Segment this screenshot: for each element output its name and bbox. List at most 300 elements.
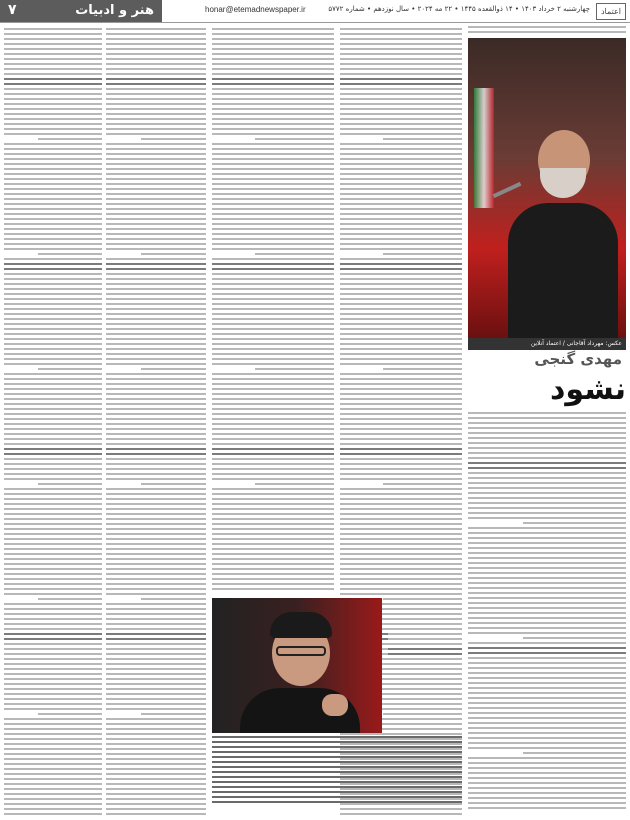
text-line xyxy=(212,751,462,753)
text-line xyxy=(4,813,102,815)
text-line xyxy=(468,457,626,459)
text-line xyxy=(212,756,462,758)
text-line xyxy=(4,798,102,800)
text-line xyxy=(468,26,626,28)
text-line xyxy=(340,63,462,65)
text-line xyxy=(212,786,462,788)
text-line xyxy=(106,58,206,60)
text-line xyxy=(4,68,102,70)
text-line xyxy=(340,478,462,480)
text-line xyxy=(340,473,462,475)
text-line xyxy=(106,693,206,695)
column-5 xyxy=(4,28,102,816)
interview-photo-top xyxy=(468,38,626,338)
text-line xyxy=(4,128,102,130)
text-line xyxy=(106,258,206,260)
text-line xyxy=(340,388,462,390)
person-hand xyxy=(322,694,348,716)
text-line xyxy=(212,443,334,445)
text-line xyxy=(141,368,206,370)
text-line xyxy=(106,168,206,170)
text-line xyxy=(212,168,334,170)
text-line xyxy=(212,781,462,783)
text-line xyxy=(468,467,626,469)
text-line xyxy=(4,523,102,525)
text-line xyxy=(340,358,462,360)
text-line xyxy=(4,728,102,730)
text-line xyxy=(212,383,334,385)
text-line xyxy=(106,78,206,80)
text-line xyxy=(106,453,206,455)
text-line xyxy=(106,143,206,145)
text-line xyxy=(4,578,102,580)
section-banner xyxy=(0,0,162,22)
text-line xyxy=(468,497,626,499)
newspaper-logo: اعتماد xyxy=(596,3,626,20)
text-line xyxy=(38,138,102,140)
text-line xyxy=(106,708,206,710)
text-line xyxy=(4,238,102,240)
text-line xyxy=(4,613,102,615)
text-line xyxy=(414,708,462,710)
text-line xyxy=(468,747,626,749)
text-line xyxy=(212,463,334,465)
text-line xyxy=(468,532,626,534)
text-line xyxy=(340,88,462,90)
text-line xyxy=(4,198,102,200)
text-line xyxy=(212,538,334,540)
text-line xyxy=(106,573,206,575)
text-line xyxy=(4,723,102,725)
text-line xyxy=(106,518,206,520)
text-line xyxy=(212,103,334,105)
text-line xyxy=(212,198,334,200)
text-line xyxy=(106,193,206,195)
text-line xyxy=(4,673,102,675)
text-line xyxy=(106,103,206,105)
text-line xyxy=(4,278,102,280)
column-3 xyxy=(212,28,334,594)
text-line xyxy=(106,363,206,365)
text-line xyxy=(212,308,334,310)
text-line xyxy=(4,118,102,120)
text-line xyxy=(212,43,334,45)
text-line xyxy=(4,433,102,435)
text-line xyxy=(4,633,102,635)
text-line xyxy=(212,513,334,515)
text-line xyxy=(468,647,626,649)
text-line xyxy=(212,358,334,360)
text-line xyxy=(106,558,206,560)
text-line xyxy=(212,791,462,793)
text-line xyxy=(340,158,462,160)
text-line xyxy=(106,488,206,490)
text-line xyxy=(4,303,102,305)
text-line xyxy=(388,698,462,700)
text-line xyxy=(106,718,206,720)
text-line xyxy=(4,488,102,490)
text-line xyxy=(106,318,206,320)
text-line xyxy=(4,478,102,480)
text-line xyxy=(388,613,462,615)
text-line xyxy=(106,673,206,675)
text-line xyxy=(4,323,102,325)
text-line xyxy=(4,463,102,465)
text-line xyxy=(388,628,462,630)
text-line xyxy=(106,233,206,235)
text-line xyxy=(340,348,462,350)
text-line xyxy=(212,113,334,115)
text-line xyxy=(4,158,102,160)
text-line xyxy=(340,98,462,100)
text-line xyxy=(106,178,206,180)
text-line xyxy=(106,508,206,510)
text-line xyxy=(212,771,462,773)
text-line xyxy=(388,608,462,610)
text-line xyxy=(106,763,206,765)
text-line xyxy=(340,523,462,525)
author-name: مهدی گنجی xyxy=(534,350,622,368)
photo-credit: عکس: مهرداد آقاجانی / اعتماد آنلاین xyxy=(468,338,626,350)
text-line xyxy=(106,378,206,380)
text-line xyxy=(212,148,334,150)
text-line xyxy=(340,243,462,245)
text-line xyxy=(106,273,206,275)
text-line xyxy=(106,638,206,640)
text-line xyxy=(212,503,334,505)
text-line xyxy=(212,123,334,125)
text-line xyxy=(468,547,626,549)
text-line xyxy=(340,403,462,405)
text-line xyxy=(255,253,334,255)
text-line xyxy=(38,253,102,255)
text-line xyxy=(106,618,206,620)
text-line xyxy=(212,378,334,380)
text-line xyxy=(141,483,206,485)
text-line xyxy=(106,458,206,460)
text-line xyxy=(212,423,334,425)
text-line xyxy=(106,608,206,610)
text-line xyxy=(340,163,462,165)
text-line xyxy=(106,398,206,400)
text-line xyxy=(340,273,462,275)
text-line xyxy=(4,718,102,720)
text-line xyxy=(212,268,334,270)
text-line xyxy=(212,93,334,95)
text-line xyxy=(212,408,334,410)
text-line xyxy=(340,188,462,190)
text-line xyxy=(4,693,102,695)
text-line xyxy=(38,713,102,715)
text-line xyxy=(212,801,462,803)
text-line xyxy=(340,433,462,435)
text-line xyxy=(106,593,206,595)
text-line xyxy=(106,263,206,265)
text-line xyxy=(340,248,462,250)
text-line xyxy=(106,813,206,815)
text-line xyxy=(106,198,206,200)
text-line xyxy=(212,553,334,555)
text-line xyxy=(212,548,334,550)
text-line xyxy=(212,28,334,30)
text-line xyxy=(106,548,206,550)
text-line xyxy=(468,642,626,644)
text-line xyxy=(212,233,334,235)
text-line xyxy=(212,323,334,325)
text-line xyxy=(340,808,462,810)
text-line xyxy=(106,478,206,480)
text-line xyxy=(4,808,102,810)
text-line xyxy=(468,607,626,609)
text-line xyxy=(212,458,334,460)
text-line xyxy=(468,472,626,474)
text-line xyxy=(388,658,462,660)
text-line xyxy=(468,797,626,799)
text-line xyxy=(468,597,626,599)
text-line xyxy=(340,513,462,515)
text-line xyxy=(523,637,626,639)
text-line xyxy=(212,258,334,260)
text-line xyxy=(106,228,206,230)
text-line xyxy=(106,188,206,190)
text-line xyxy=(340,168,462,170)
text-line xyxy=(340,198,462,200)
text-line xyxy=(4,658,102,660)
column-1-lower xyxy=(468,412,626,816)
text-line xyxy=(212,578,334,580)
section-title: هنر و ادبیات xyxy=(75,3,154,18)
text-line xyxy=(4,538,102,540)
text-line xyxy=(388,723,462,725)
text-line xyxy=(340,503,462,505)
text-line xyxy=(340,338,462,340)
person-body xyxy=(508,203,618,338)
text-line xyxy=(468,762,626,764)
text-line xyxy=(4,608,102,610)
text-line xyxy=(468,447,626,449)
text-line xyxy=(106,393,206,395)
text-line xyxy=(212,278,334,280)
text-line xyxy=(340,223,462,225)
column-intro xyxy=(468,26,626,36)
text-line xyxy=(106,553,206,555)
text-line xyxy=(468,502,626,504)
text-line xyxy=(106,308,206,310)
text-line xyxy=(4,148,102,150)
text-line xyxy=(468,662,626,664)
text-line xyxy=(212,363,334,365)
text-line xyxy=(340,493,462,495)
text-line xyxy=(106,248,206,250)
text-line xyxy=(4,203,102,205)
text-line xyxy=(4,338,102,340)
text-line xyxy=(468,577,626,579)
text-line xyxy=(340,328,462,330)
text-line xyxy=(106,603,206,605)
text-line xyxy=(106,523,206,525)
text-line xyxy=(468,442,626,444)
text-line xyxy=(340,468,462,470)
text-line xyxy=(4,73,102,75)
text-line xyxy=(106,563,206,565)
text-line xyxy=(106,88,206,90)
text-line xyxy=(38,598,102,600)
text-line xyxy=(212,563,334,565)
text-line xyxy=(106,778,206,780)
text-line xyxy=(340,133,462,135)
text-line xyxy=(523,752,626,754)
text-line xyxy=(106,113,206,115)
text-line xyxy=(106,678,206,680)
text-line xyxy=(106,123,206,125)
text-line xyxy=(4,803,102,805)
text-line xyxy=(388,688,462,690)
text-line xyxy=(4,618,102,620)
text-line xyxy=(388,638,462,640)
text-line xyxy=(340,48,462,50)
text-line xyxy=(340,383,462,385)
text-line xyxy=(340,38,462,40)
text-line xyxy=(106,418,206,420)
text-line xyxy=(4,793,102,795)
text-line xyxy=(4,133,102,135)
text-line xyxy=(468,31,626,33)
text-line xyxy=(468,712,626,714)
text-line xyxy=(468,477,626,479)
text-line xyxy=(468,432,626,434)
text-line xyxy=(106,293,206,295)
text-line xyxy=(468,487,626,489)
text-line xyxy=(468,427,626,429)
text-line xyxy=(212,528,334,530)
text-line xyxy=(106,333,206,335)
text-line xyxy=(4,403,102,405)
text-line xyxy=(4,248,102,250)
text-line xyxy=(212,498,334,500)
text-line xyxy=(106,803,206,805)
text-line xyxy=(4,398,102,400)
text-line xyxy=(340,173,462,175)
text-line xyxy=(340,238,462,240)
text-line xyxy=(340,33,462,35)
text-line xyxy=(106,733,206,735)
text-line xyxy=(212,333,334,335)
text-line xyxy=(340,538,462,540)
text-line xyxy=(340,218,462,220)
text-line xyxy=(340,593,462,595)
text-line xyxy=(388,618,462,620)
text-line xyxy=(4,308,102,310)
text-line xyxy=(4,233,102,235)
interview-photo-bottom xyxy=(212,598,382,733)
text-line xyxy=(468,772,626,774)
text-line xyxy=(212,118,334,120)
text-line xyxy=(468,677,626,679)
text-line xyxy=(106,723,206,725)
text-line xyxy=(212,736,462,738)
text-line xyxy=(212,88,334,90)
text-line xyxy=(4,698,102,700)
text-line xyxy=(106,358,206,360)
text-line xyxy=(4,448,102,450)
text-line xyxy=(340,233,462,235)
text-line xyxy=(340,438,462,440)
text-line xyxy=(212,473,334,475)
text-line xyxy=(468,757,626,759)
text-line xyxy=(468,562,626,564)
text-line xyxy=(4,408,102,410)
text-line xyxy=(106,203,206,205)
text-line xyxy=(212,283,334,285)
text-line xyxy=(212,183,334,185)
text-line xyxy=(4,123,102,125)
text-line xyxy=(340,43,462,45)
text-line xyxy=(340,418,462,420)
text-line xyxy=(388,663,462,665)
text-line xyxy=(4,48,102,50)
text-line xyxy=(340,573,462,575)
text-line xyxy=(106,728,206,730)
text-line xyxy=(388,673,462,675)
text-line xyxy=(106,183,206,185)
text-line xyxy=(212,158,334,160)
text-line xyxy=(106,798,206,800)
text-line xyxy=(106,623,206,625)
text-line xyxy=(4,733,102,735)
text-line xyxy=(340,398,462,400)
text-line xyxy=(106,503,206,505)
text-line xyxy=(212,796,462,798)
text-line xyxy=(106,323,206,325)
text-line xyxy=(212,438,334,440)
text-line xyxy=(212,776,462,778)
text-line xyxy=(468,482,626,484)
text-line xyxy=(212,453,334,455)
text-line xyxy=(106,738,206,740)
text-line xyxy=(4,568,102,570)
text-line xyxy=(4,383,102,385)
text-line xyxy=(212,433,334,435)
text-line xyxy=(4,318,102,320)
text-line xyxy=(4,358,102,360)
text-line xyxy=(212,418,334,420)
text-line xyxy=(212,508,334,510)
text-line xyxy=(468,437,626,439)
text-line xyxy=(106,583,206,585)
text-line xyxy=(4,353,102,355)
text-line xyxy=(106,238,206,240)
text-line xyxy=(340,313,462,315)
text-line xyxy=(340,323,462,325)
text-line xyxy=(212,53,334,55)
section-email[interactable]: honar@etemadnewspaper.ir xyxy=(205,5,306,14)
text-line xyxy=(106,288,206,290)
text-line xyxy=(340,463,462,465)
text-line xyxy=(4,173,102,175)
text-line xyxy=(340,453,462,455)
text-line xyxy=(212,518,334,520)
text-line xyxy=(340,28,462,30)
text-line xyxy=(4,333,102,335)
text-line xyxy=(4,498,102,500)
text-line xyxy=(212,558,334,560)
text-line xyxy=(4,393,102,395)
text-line xyxy=(4,603,102,605)
text-line xyxy=(340,458,462,460)
text-line xyxy=(468,767,626,769)
text-line xyxy=(340,203,462,205)
text-line xyxy=(106,768,206,770)
